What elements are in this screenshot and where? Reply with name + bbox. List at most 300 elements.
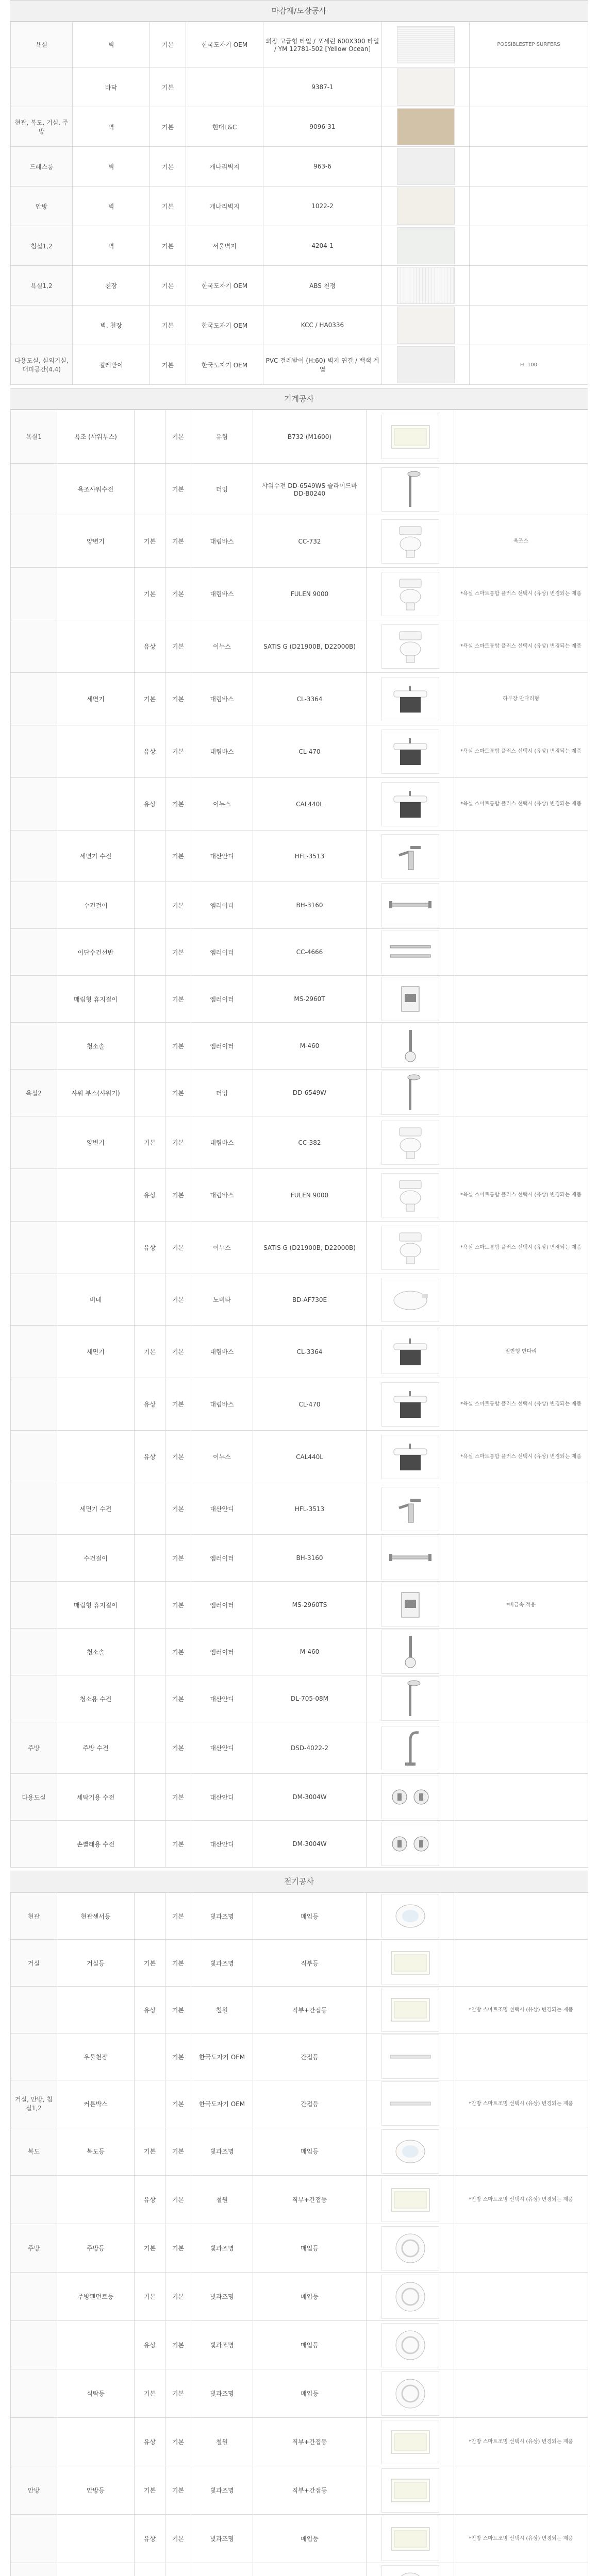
row-group: 침실1,2	[11, 226, 73, 266]
row-group	[11, 929, 57, 976]
swatch-cell	[382, 345, 470, 385]
row-model: 직부+간접등	[253, 2466, 367, 2515]
row-model: DM-3004W	[253, 1774, 367, 1821]
fixture-row	[11, 1274, 588, 1326]
row-item: 세면기	[57, 1326, 135, 1378]
row-type: 기본	[165, 1431, 191, 1483]
fixture-row	[11, 929, 588, 976]
row-note	[470, 67, 588, 107]
faucet-icon	[381, 1487, 439, 1531]
fixture-row	[11, 725, 588, 778]
row-sub: 기본	[135, 568, 165, 620]
product-image-cell	[367, 1675, 454, 1722]
row-group	[11, 2369, 57, 2418]
product-image-cell	[367, 515, 454, 568]
row-item: 벽	[73, 147, 150, 187]
row-item: 세면기 수전	[57, 1483, 135, 1535]
row-item: 커튼박스	[57, 2080, 135, 2127]
electrical-row	[11, 2369, 588, 2418]
row-item: 벽	[73, 226, 150, 266]
row-item: 바닥	[73, 67, 150, 107]
row-sub: 기본	[135, 1116, 165, 1169]
row-brand: 유림	[191, 410, 253, 464]
row-group: 주방	[11, 2224, 57, 2273]
row-note: *안방 스마트조명 선택시 (유상) 변경되는 제품	[454, 2418, 588, 2466]
product-image-cell	[367, 831, 454, 882]
row-item: 복도등	[57, 2127, 135, 2176]
row-note: *욕실 스마트통합 플러스 선택시 (유상) 변경되는 제품	[454, 568, 588, 620]
basin-icon	[381, 677, 439, 721]
row-model: MS-2960T	[253, 976, 367, 1023]
row-group: 현관, 복도, 거실, 주방	[11, 107, 73, 147]
product-image-cell	[367, 1326, 454, 1378]
product-image-cell	[367, 673, 454, 725]
ring-icon	[381, 2323, 439, 2367]
row-group	[11, 2418, 57, 2466]
bar-icon	[381, 1536, 439, 1580]
row-note: *안방 스마트조명 선택시 (유상) 변경되는 제품	[454, 2515, 588, 2563]
fixture-row	[11, 1326, 588, 1378]
row-note	[454, 2369, 588, 2418]
panel-icon	[381, 415, 439, 459]
row-brand: 대림바스	[191, 725, 253, 778]
row-model: M-460	[253, 1629, 367, 1675]
swatch-cell	[382, 67, 470, 107]
row-brand: 이누스	[191, 778, 253, 831]
row-sub: 기본	[135, 2127, 165, 2176]
row-sub	[135, 1535, 165, 1582]
material-swatch	[397, 188, 455, 225]
electrical-row	[11, 1893, 588, 1940]
fixture-row	[11, 1483, 588, 1535]
row-group: 다용도실	[11, 1774, 57, 1821]
row-note	[470, 187, 588, 226]
row-note	[454, 1023, 588, 1070]
down-icon	[381, 2129, 439, 2174]
row-sub: 기본	[135, 2224, 165, 2273]
product-image-cell	[367, 725, 454, 778]
material-swatch	[397, 69, 455, 106]
row-type: 기본	[150, 266, 186, 306]
row-type: 기본	[165, 1535, 191, 1582]
row-group: 욕실	[11, 22, 73, 67]
row-sub: 유상	[135, 1987, 165, 2033]
material-swatch	[397, 307, 455, 344]
row-type: 기본	[150, 345, 186, 385]
electrical-row	[11, 2418, 588, 2466]
basin-icon	[381, 1435, 439, 1479]
fixture-row	[11, 1431, 588, 1483]
swatch-cell	[382, 187, 470, 226]
ring-icon	[381, 2371, 439, 2416]
faucet-icon	[381, 834, 439, 878]
row-model: KCC / HA0336	[263, 306, 382, 345]
row-item: 욕조 (샤워부스)	[57, 410, 135, 464]
toilet-icon	[381, 519, 439, 564]
electrical-row	[11, 2563, 588, 2576]
row-brand: 대림바스	[191, 568, 253, 620]
row-model: DL-705-08M	[253, 1675, 367, 1722]
fixture-row	[11, 1675, 588, 1722]
row-group	[11, 2321, 57, 2369]
row-brand: 엠러이터	[191, 1535, 253, 1582]
row-sub: 유상	[135, 2418, 165, 2466]
fixture-row	[11, 1722, 588, 1774]
row-brand: 대산안디	[191, 1722, 253, 1774]
product-image-cell	[367, 2033, 454, 2080]
row-note: *비금속 적용	[454, 1582, 588, 1629]
product-image-cell	[367, 2563, 454, 2576]
row-note: *욕실 스마트통합 플러스 선택시 (유상) 변경되는 제품	[454, 1222, 588, 1274]
valve-icon	[381, 1775, 439, 1819]
row-group: 안방	[11, 187, 73, 226]
electrical-row	[11, 2033, 588, 2080]
row-item: 욕조샤워수전	[57, 464, 135, 515]
row-group	[11, 1169, 57, 1222]
row-item: 벽	[73, 107, 150, 147]
row-note	[454, 2033, 588, 2080]
basin-icon	[381, 730, 439, 774]
row-sub: 기본	[135, 2273, 165, 2321]
row-brand: 빛과조명	[191, 2273, 253, 2321]
row-item	[57, 1169, 135, 1222]
row-sub	[135, 1023, 165, 1070]
row-brand: 개나리벽지	[186, 147, 263, 187]
row-group: 복도	[11, 2127, 57, 2176]
row-note	[454, 1535, 588, 1582]
row-type: 기본	[165, 2080, 191, 2127]
row-sub	[135, 976, 165, 1023]
row-model: 외장 고급형 타일 / 포세린 600X300 타일 / YM 12781-502 [Yellow Ocean]	[263, 22, 382, 67]
row-note: *욕실 스마트통합 플러스 선택시 (유상) 변경되는 제품	[454, 1431, 588, 1483]
row-model: 직부+간접등	[253, 2418, 367, 2466]
row-note: *안방 스마트조명 선택시 (유상) 변경되는 제품	[454, 2080, 588, 2127]
row-sub: 유상	[135, 778, 165, 831]
section-title-finish: 마감재/도장공사	[10, 0, 588, 22]
row-model: PVC 걸레받이 (H:60) 벽지 연결 / 백색 계열	[263, 345, 382, 385]
swatch-cell	[382, 147, 470, 187]
row-item: 세면기 수전	[57, 831, 135, 882]
fixture-row	[11, 1023, 588, 1070]
row-group	[11, 306, 73, 345]
swatch-cell	[382, 226, 470, 266]
row-group	[11, 464, 57, 515]
product-image-cell	[367, 1169, 454, 1222]
product-image-cell	[367, 1222, 454, 1274]
row-note	[454, 1940, 588, 1987]
finish-row	[11, 306, 588, 345]
row-brand: 이누스	[191, 620, 253, 673]
row-type: 기본	[150, 226, 186, 266]
row-model: M-460	[253, 1023, 367, 1070]
product-image-cell	[367, 2321, 454, 2369]
row-model: 매입등	[253, 2515, 367, 2563]
row-group	[11, 1274, 57, 1326]
row-note	[470, 147, 588, 187]
row-group	[11, 673, 57, 725]
toilet-icon	[381, 572, 439, 616]
row-item: 매립형 휴지걸이	[57, 1582, 135, 1629]
row-type: 기본	[165, 976, 191, 1023]
row-note	[454, 831, 588, 882]
row-brand: 대산안디	[191, 831, 253, 882]
row-model: CAL440L	[253, 1431, 367, 1483]
row-type: 기본	[165, 515, 191, 568]
row-brand: 더잉	[191, 1070, 253, 1116]
row-item: 주방등	[57, 2224, 135, 2273]
row-type: 기본	[165, 2466, 191, 2515]
row-model: 963-6	[263, 147, 382, 187]
product-image-cell	[367, 929, 454, 976]
row-brand: 서울벽지	[186, 226, 263, 266]
material-swatch	[397, 148, 455, 185]
row-note: *안방 스마트조명 선택시 (유상) 변경되는 제품	[454, 1987, 588, 2033]
product-image-cell	[367, 1893, 454, 1940]
panel-icon	[381, 1941, 439, 1985]
row-type: 기본	[165, 568, 191, 620]
row-sub	[135, 1483, 165, 1535]
row-type: 기본	[165, 410, 191, 464]
electrical-row	[11, 2321, 588, 2369]
row-item: 이단수건선반	[57, 929, 135, 976]
row-group	[11, 67, 73, 107]
product-image-cell	[367, 1535, 454, 1582]
row-model: B732 (M1600)	[253, 410, 367, 464]
row-brand	[191, 2563, 253, 2576]
row-model: CL-470	[253, 1378, 367, 1431]
bidet-icon	[381, 1278, 439, 1322]
row-group	[11, 2273, 57, 2321]
row-item	[57, 2418, 135, 2466]
row-group: 다용도실, 실외기실, 대피공간(4.4)	[11, 345, 73, 385]
row-note	[454, 1774, 588, 1821]
row-group	[11, 1023, 57, 1070]
row-brand: 개나리벽지	[186, 187, 263, 226]
row-model: CAL440L	[253, 778, 367, 831]
swatch-cell	[382, 107, 470, 147]
row-item: 손빨래용 수전	[57, 1821, 135, 1868]
product-image-cell	[367, 2127, 454, 2176]
row-type: 기본	[165, 1274, 191, 1326]
row-note	[454, 1722, 588, 1774]
section-title-electrical: 전기공사	[10, 1871, 588, 1892]
row-type: 기본	[165, 2224, 191, 2273]
shower-icon	[381, 1071, 439, 1115]
row-brand: 엠러이터	[191, 976, 253, 1023]
row-sub: 유상	[135, 2515, 165, 2563]
finish-row	[11, 345, 588, 385]
row-note	[454, 882, 588, 929]
row-type: 기본	[165, 1378, 191, 1431]
row-note	[454, 2273, 588, 2321]
row-note: 욕조스	[454, 515, 588, 568]
fixture-row	[11, 1378, 588, 1431]
row-sub	[135, 464, 165, 515]
row-brand: 대림바스	[191, 515, 253, 568]
row-brand: 더잉	[191, 464, 253, 515]
finish-row	[11, 22, 588, 67]
row-model: 9096-31	[263, 107, 382, 147]
row-item: 거실등	[57, 1940, 135, 1987]
material-swatch	[397, 346, 455, 383]
row-sub	[135, 1675, 165, 1722]
product-image-cell	[367, 1987, 454, 2033]
row-brand: 한국도자기 OEM	[186, 306, 263, 345]
row-model: 샤워수전 DD-6549WS 슬라이드바 DD-B0240	[253, 464, 367, 515]
paper-icon	[381, 1583, 439, 1627]
row-sub: 기본	[135, 1326, 165, 1378]
row-note: 하부장 반다리형	[454, 673, 588, 725]
row-note	[454, 1893, 588, 1940]
row-item: 천장	[73, 266, 150, 306]
row-group	[11, 515, 57, 568]
panel-icon	[381, 1988, 439, 2032]
row-note: 일반형 반다리	[454, 1326, 588, 1378]
panel-icon	[381, 2468, 439, 2513]
basin-icon	[381, 1330, 439, 1374]
row-item: 양변기	[57, 1116, 135, 1169]
row-type: 기본	[165, 2418, 191, 2466]
row-note	[470, 107, 588, 147]
material-swatch	[397, 108, 455, 145]
row-sub	[135, 2033, 165, 2080]
electrical-row	[11, 1940, 588, 1987]
row-type: 기본	[165, 778, 191, 831]
material-swatch	[397, 227, 455, 264]
row-brand: 철원	[191, 1987, 253, 2033]
row-note	[454, 1821, 588, 1868]
row-brand: 현대L&C	[186, 107, 263, 147]
paper-icon	[381, 977, 439, 1021]
material-swatch	[397, 26, 455, 63]
product-image-cell	[367, 778, 454, 831]
product-image-cell	[367, 1582, 454, 1629]
row-model: 매입등	[253, 2273, 367, 2321]
row-note: *욕실 스마트통합 플러스 선택시 (유상) 변경되는 제품	[454, 1169, 588, 1222]
product-image-cell	[367, 2418, 454, 2466]
row-brand: 한국도자기 OEM	[186, 22, 263, 67]
row-brand	[186, 67, 263, 107]
row-model: 매입등	[253, 2321, 367, 2369]
row-note	[454, 1070, 588, 1116]
row-brand: 빛과조명	[191, 2466, 253, 2515]
row-model: CL-470	[253, 725, 367, 778]
row-model: HFL-3513	[253, 1483, 367, 1535]
row-item	[57, 568, 135, 620]
row-type: 기본	[165, 464, 191, 515]
row-model: BD-AF730E	[253, 1274, 367, 1326]
row-type: 기본	[150, 187, 186, 226]
row-note: *욕실 스마트통합 플러스 선택시 (유상) 변경되는 제품	[454, 725, 588, 778]
row-brand: 대림바스	[191, 673, 253, 725]
row-sub: 기본	[135, 515, 165, 568]
row-model: HFL-3513	[253, 831, 367, 882]
row-note	[470, 266, 588, 306]
row-group: 안방	[11, 2466, 57, 2515]
row-item	[57, 1987, 135, 2033]
toilet-icon	[381, 1226, 439, 1270]
row-model: 직부+간접등	[253, 2176, 367, 2224]
row-model: CL-3364	[253, 673, 367, 725]
row-brand: 빛과조명	[191, 2369, 253, 2418]
row-brand: 한국도자기 OEM	[186, 266, 263, 306]
row-model: SATIS G (D21900B, D22000B)	[253, 620, 367, 673]
row-item: 벽	[73, 22, 150, 67]
fixture-row	[11, 882, 588, 929]
electrical-row	[11, 1987, 588, 2033]
row-sub	[135, 1893, 165, 1940]
row-type: 기본	[165, 831, 191, 882]
row-note	[454, 1483, 588, 1535]
row-sub	[135, 831, 165, 882]
row-type: 기본	[165, 1893, 191, 1940]
fixture-row	[11, 976, 588, 1023]
finish-row	[11, 67, 588, 107]
row-sub	[135, 1274, 165, 1326]
row-item	[57, 725, 135, 778]
row-note	[454, 1675, 588, 1722]
row-brand: 철원	[191, 2418, 253, 2466]
row-model: FULEN 9000	[253, 1169, 367, 1222]
row-group	[11, 1821, 57, 1868]
row-item: 양변기	[57, 515, 135, 568]
row-group	[11, 1535, 57, 1582]
row-item: 세탁기용 수전	[57, 1774, 135, 1821]
product-image-cell	[367, 1629, 454, 1675]
row-model: DD-6549W	[253, 1070, 367, 1116]
row-note: *욕실 스마트통합 플러스 선택시 (유상) 변경되는 제품	[454, 778, 588, 831]
row-sub: 기본	[135, 1940, 165, 1987]
row-sub: 유상	[135, 620, 165, 673]
row-sub: 유상	[135, 1222, 165, 1274]
row-type: 기본	[165, 673, 191, 725]
row-type: 기본	[165, 2515, 191, 2563]
swatch-cell	[382, 306, 470, 345]
product-image-cell	[367, 1722, 454, 1774]
product-image-cell	[367, 568, 454, 620]
down-icon	[381, 1894, 439, 1938]
row-note	[454, 2466, 588, 2515]
row-sub: 기본	[135, 2369, 165, 2418]
row-item	[57, 778, 135, 831]
row-brand: 엠러이터	[191, 929, 253, 976]
ring-icon	[381, 2226, 439, 2270]
toilet-icon	[381, 1173, 439, 1217]
panel-icon	[381, 2420, 439, 2464]
row-item: 청소솔	[57, 1023, 135, 1070]
electrical-row	[11, 2080, 588, 2127]
product-image-cell	[367, 2080, 454, 2127]
row-model: BH-3160	[253, 882, 367, 929]
row-item: 현관센서등	[57, 1893, 135, 1940]
product-image-cell	[367, 2273, 454, 2321]
row-sub: 유상	[135, 1169, 165, 1222]
material-swatch	[397, 267, 455, 304]
row-brand: 한국도자기 OEM	[186, 345, 263, 385]
strip-icon	[381, 2081, 439, 2126]
row-group	[11, 1675, 57, 1722]
row-sub	[135, 410, 165, 464]
row-brand: 대산안디	[191, 1483, 253, 1535]
row-brand: 엠러이터	[191, 1629, 253, 1675]
row-brand: 빛과조명	[191, 2224, 253, 2273]
fixture-row	[11, 620, 588, 673]
shower-icon	[381, 467, 439, 512]
row-note	[454, 1116, 588, 1169]
row-group	[11, 1116, 57, 1169]
row-note	[470, 226, 588, 266]
electrical-row	[11, 2273, 588, 2321]
